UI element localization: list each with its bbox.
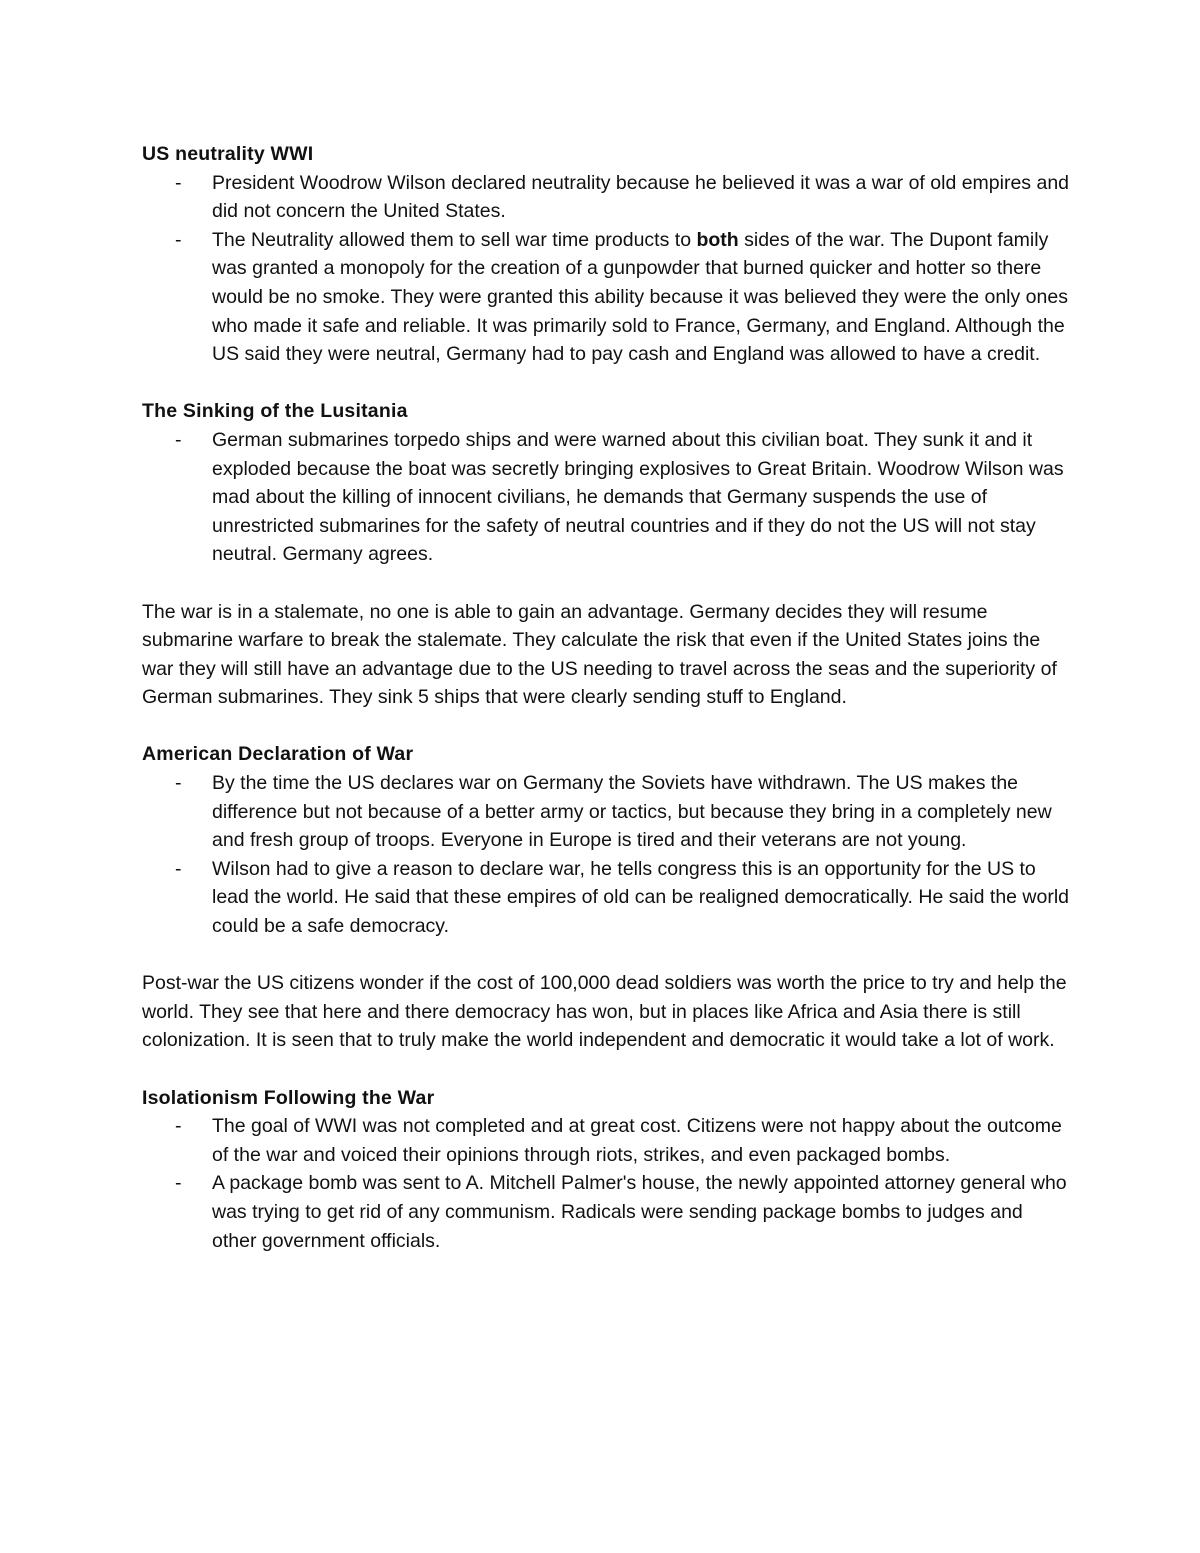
section-post-war	[142, 969, 1072, 1055]
bullet-dash: -	[175, 1115, 182, 1138]
section-stalemate	[142, 598, 1072, 712]
bullet-text: By the time the US declares war on Germany the Soviets have withdrawn. The US makes the difference but not because of a better army or tactics, but because they bring in a completely new and fresh group of troops. Everyone in Europe is tired and their veterans are not young.	[212, 772, 1052, 852]
bullet-list	[142, 769, 1072, 941]
bullet-item	[142, 169, 1072, 226]
section-isolationism	[142, 1084, 1072, 1256]
bullet-list	[142, 169, 1072, 369]
bullet-dash: -	[175, 772, 182, 795]
bullet-item	[142, 226, 1072, 369]
bullet-list	[142, 1112, 1072, 1255]
section-lusitania	[142, 397, 1072, 569]
section-declaration	[142, 740, 1072, 940]
bullet-item	[142, 1112, 1072, 1169]
bullet-item	[142, 855, 1072, 941]
paragraph: The war is in a stalemate, no one is able to gain an advantage. Germany decides they will resume submarine warfare to break the stalemate. They calculate the risk that even if the United States joins the war they will still have an advantage due to the US needing to travel across the seas and the superiority of German submarines. They sink 5 ships that were clearly sending stuff to England.	[142, 600, 1057, 709]
section-heading: The Sinking of the Lusitania	[142, 400, 408, 423]
bullet-text: President Woodrow Wilson declared neutrality because he believed it was a war of old empires and did not concern the United States.	[212, 171, 1070, 223]
section-us-neutrality	[142, 140, 1072, 369]
section-heading: American Declaration of War	[142, 743, 414, 766]
bullet-item	[142, 426, 1072, 569]
paragraph: Post-war the US citizens wonder if the cost of 100,000 dead soldiers was worth the price to try and help the world. They see that here and there democracy has won, but in places like Africa and Asia there is still colonization. It is seen that to truly make the world independent and democratic it would take a lot of work.	[142, 972, 1067, 1052]
bullet-item	[142, 1169, 1072, 1255]
section-heading: US neutrality WWI	[142, 143, 314, 165]
bold-word: both	[696, 228, 739, 251]
bullet-dash: -	[175, 857, 182, 880]
bullet-text: The goal of WWI was not completed and at great cost. Citizens were not happy about the outcome of the war and voiced their opinions through riots, strikes, and even packaged bombs.	[212, 1115, 1062, 1166]
bullet-text: A package bomb was sent to A. Mitchell Palmer's house, the newly appointed attorney general who was trying to get rid of any communism. Radicals were sending package bombs to judges and other government officials.	[212, 1172, 1067, 1252]
bullet-dash: -	[175, 428, 182, 451]
bullet-dash: -	[175, 228, 182, 251]
section-heading: Isolationism Following the War	[142, 1086, 435, 1109]
bullet-text: Wilson had to give a reason to declare war, he tells congress this is an opportunity for the US to lead the world. He said that these empires of old can be realigned democratically. He said the world could be a safe democracy.	[212, 857, 1070, 938]
bullet-text-start: The Neutrality allowed them to sell war time products to	[212, 228, 697, 251]
bullet-item	[142, 769, 1072, 855]
bullet-dash: -	[175, 1172, 182, 1195]
bullet-list	[142, 426, 1072, 569]
bullet-text: German submarines torpedo ships and were warned about this civilian boat. They sunk it and it exploded because the boat was secretly bringing explosives to Great Britain. Woodrow Wilson was mad about the killing of innocent civilians, he demands that Germany suspends the use of unrestricted submarines for the safety of neutral countries and if they do not the US will not stay neutral. Germany agrees.	[212, 428, 1064, 566]
bullet-text	[212, 229, 1068, 365]
bullet-text-end: sides of the war. The Dupont family was granted a monopoly for the creation of a gunpowder that burned quicker and hotter so there would be no smoke. They were granted this ability because it was believed they were the only ones who made it safe and reliable. It was primarily sold to France, Germany, and England. Although the US said they were neutral, Germany had to pay cash and England was allowed to have a credit.	[212, 228, 1068, 366]
document-page	[142, 140, 1072, 1284]
bullet-dash: -	[175, 171, 182, 194]
